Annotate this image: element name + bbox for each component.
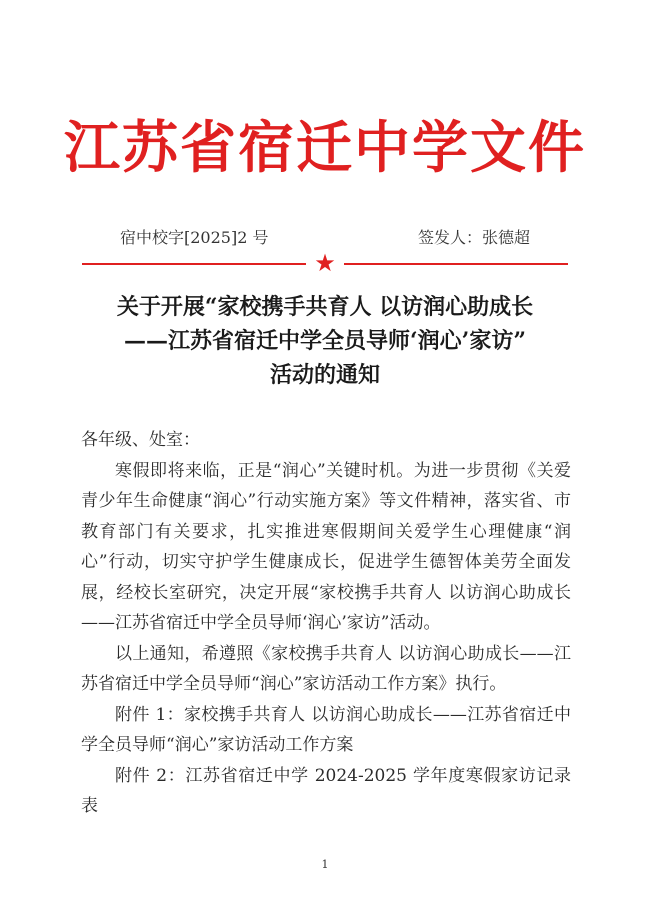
notice-title xyxy=(60,290,590,392)
body-paragraph-2: 以上通知，希遵照《家校携手共育人 以访润心助成长——江苏省宿迁中学全员导师“润心”家访活动工作方案》执行。 xyxy=(81,643,571,694)
notice-title-line-3: 活动的通知 xyxy=(269,362,380,388)
star-icon: ★ xyxy=(314,249,336,277)
body-paragraph-1: 寒假即将来临，正是“润心”关键时机。为进一步贯彻《关爱青少年生命健康“润心”行动实施方案》等文件精神，落实省、市教育部门有关要求，扎实推进寒假期间关爱学生心理健康“润心”行动，切实守护学生健康成长，促进学生德智体美劳全面发展，经校长室研究，决定开展“家校携手共育人 以访润心助成长——江苏省宿迁中学全员导师‘润心’家访”活动。 xyxy=(81,460,571,633)
notice-title-line-2: ——江苏省宿迁中学全员导师‘润心’家访” xyxy=(124,328,526,354)
header-divider xyxy=(82,249,568,277)
notice-body xyxy=(81,425,571,822)
salutation: 各年级、处室： xyxy=(81,430,200,450)
page-number: 1 xyxy=(321,858,329,871)
issuer-label: 签发人：张德超 xyxy=(417,228,530,247)
attachment-2: 附件 2：江苏省宿迁中学 2024-2025 学年度寒假家访记录表 xyxy=(81,765,571,816)
divider-line-left xyxy=(82,263,306,265)
document-header-title: 江苏省宿迁中学文件 xyxy=(64,115,586,181)
notice-title-line-1: 关于开展“家校携手共育人 以访润心助成长 xyxy=(116,294,534,320)
document-number: 宿中校字[2025]2 号 xyxy=(120,228,269,247)
attachment-1: 附件 1：家校携手共育人 以访润心助成长——江苏省宿迁中学全员导师“润心”家访活动工作方案 xyxy=(81,704,571,755)
divider-line-right xyxy=(344,263,568,265)
document-meta xyxy=(0,226,650,250)
